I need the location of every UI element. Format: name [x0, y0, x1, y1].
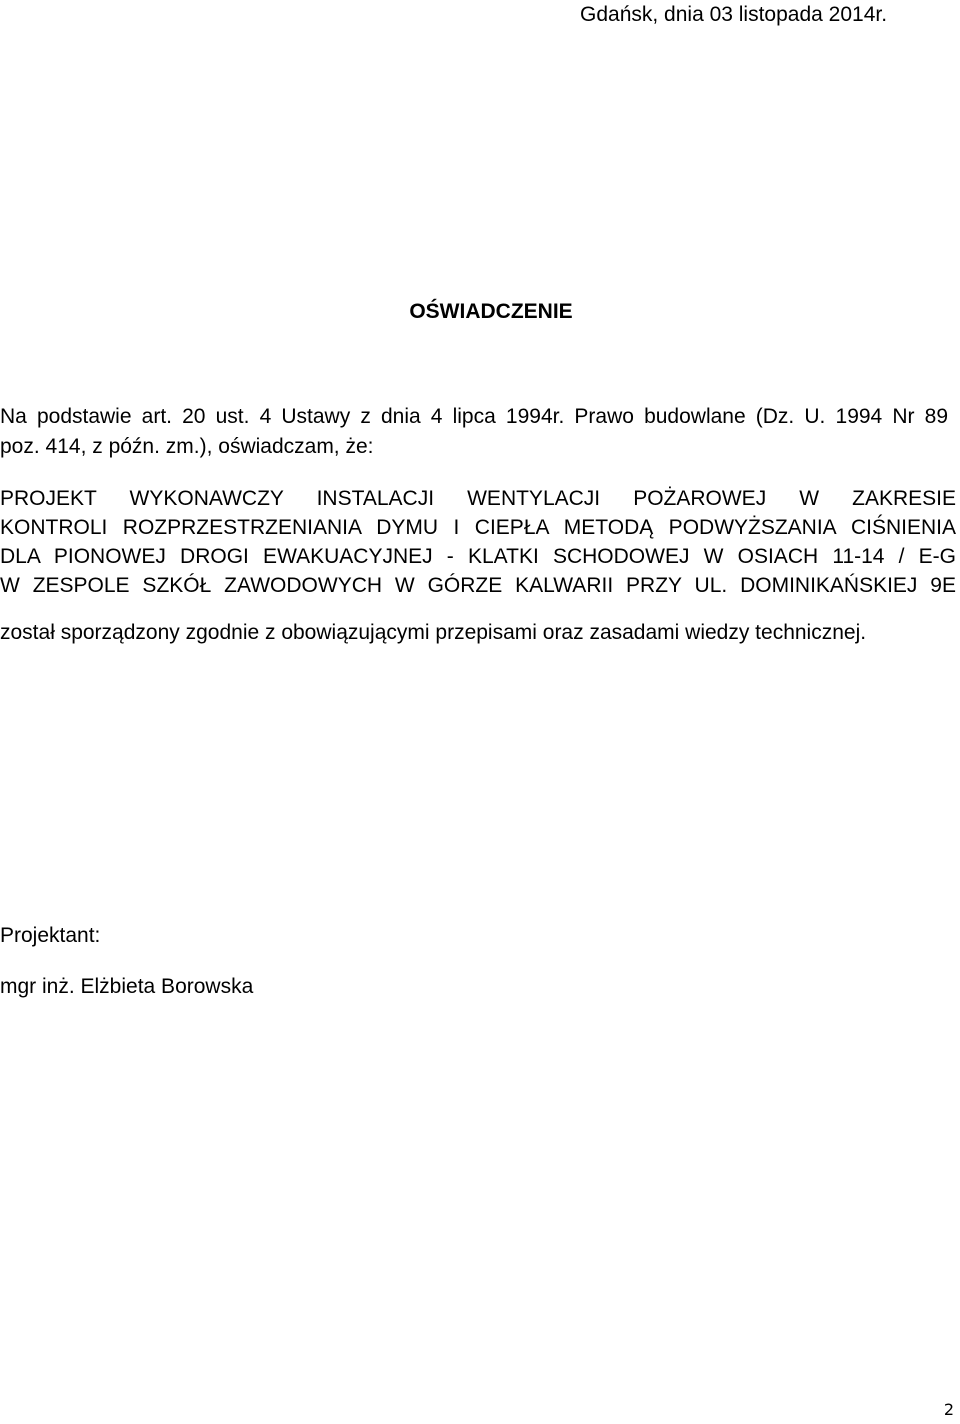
compliance-statement: został sporządzony zgodnie z obowiązującymi przepisami oraz zasadami wiedzy technicznej. [0, 621, 867, 644]
project-subject-line: KONTROLI ROZPRZESTRZENIANIA DYMU I CIEPŁA METODĄ PODWYŻSZANIA CIŚNIENIA [0, 516, 956, 539]
project-subject-line: PROJEKT WYKONAWCZY INSTALACJI WENTYLACJI POŻAROWEJ W ZAKRESIE [0, 487, 956, 510]
project-subject-line: W ZESPOLE SZKÓŁ ZAWODOWYCH W GÓRZE KALWARII PRZY UL. DOMINIKAŃSKIEJ 9E [0, 574, 956, 597]
project-subject [0, 484, 956, 600]
place-date: Gdańsk, dnia 03 listopada 2014r. [580, 3, 888, 26]
legal-basis-line-2: poz. 414, z późn. zm.), oświadczam, że: [0, 435, 374, 458]
project-subject-line: DLA PIONOWEJ DROGI EWAKUACYJNEJ - KLATKI SCHODOWEJ W OSIACH 11-14 / E-G [0, 545, 956, 568]
legal-basis-line-1: Na podstawie art. 20 ust. 4 Ustawy z dnia 4 lipca 1994r. Prawo budowlane (Dz. U. 1994 Nr 89 [0, 405, 948, 428]
page-number: 2 [943, 1400, 954, 1419]
designer-label: Projektant: [0, 924, 101, 947]
designer-name: mgr inż. Elżbieta Borowska [0, 975, 254, 998]
document-title: OŚWIADCZENIE [409, 300, 573, 323]
